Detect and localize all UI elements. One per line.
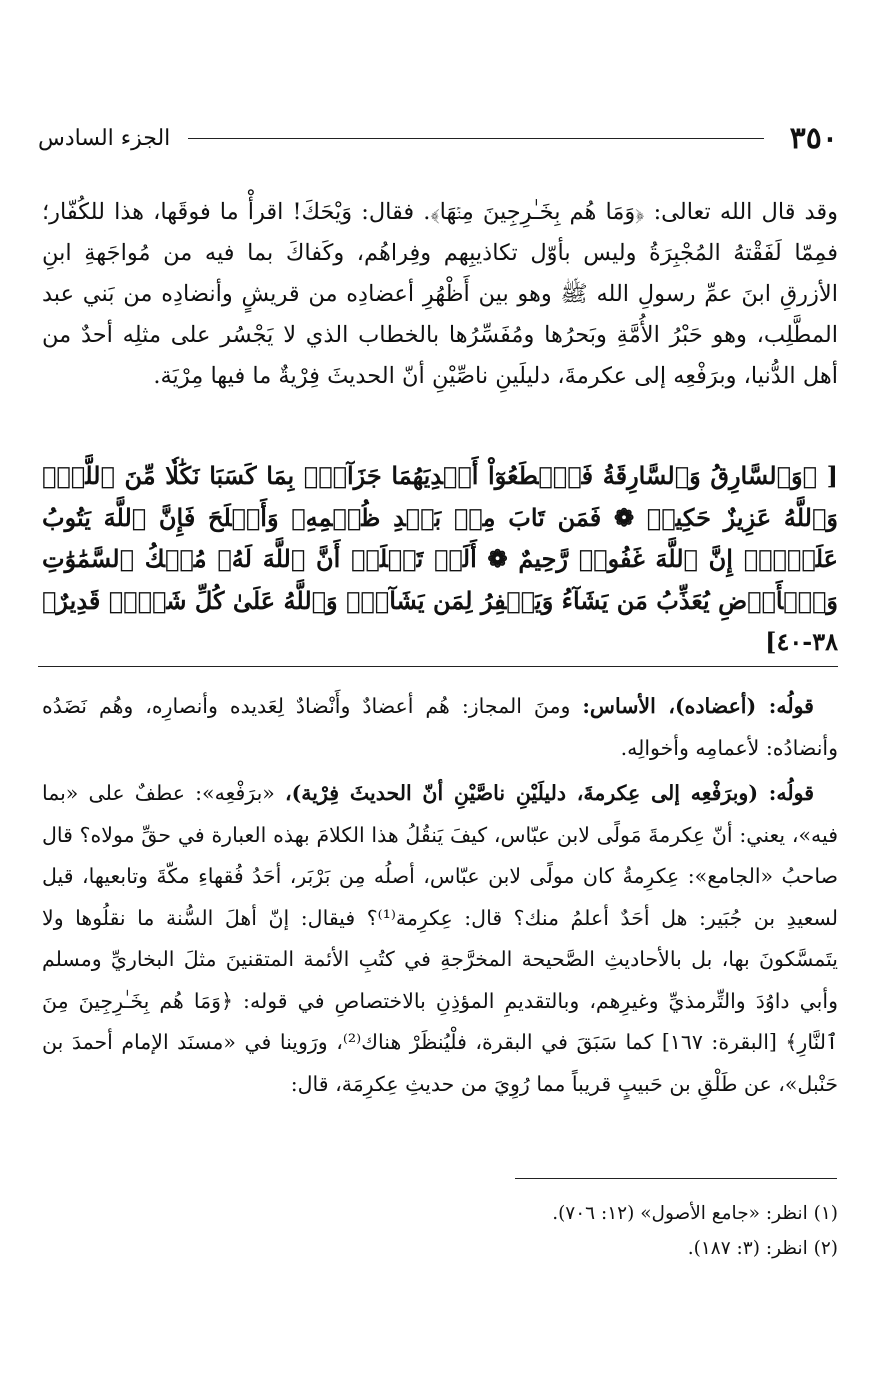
- part-title: الجزء السادس: [38, 125, 171, 151]
- section-divider: [38, 666, 838, 667]
- header-rule: [188, 138, 763, 139]
- gloss-body: «برَفْعِه»: عطفٌ على «بما فيه»، يعني: أنّ عِكرمةَ مَولًى لابن عبّاس، كيفَ يَنقُلُ هذا الكلامَ بهذه العبارة في حقِّ مولاه؟ قال صاحبُ «الجامع»: عِكرِمةُ كان مولًى لابن عبّاس، أصلُه مِن بَرْبَر، أحَدُ فُقهاءِ مكّةَ وتابعيها، قيل لسعيدِ بن جُبَير: هل أحَدٌ أعلمُ منك؟ قال: عِكرِمة⁽¹⁾؟ فيقال: إنّ أهلَ السُّنة ما نقلُوها ولا يتَمسَّكونَ بها، بل بالأحاديثِ الصَّحيحة المخرَّجةِ في كتُبِ الأئمة المتقنينَ مثلَ البخاريِّ ومسلم وأبي داوُدَ والتِّرمذيِّ وغيرِهم، وبالتقديمِ المؤذِنِ بالاختصاصِ في قوله: ﴿وَمَا هُم بِخَـٰرِجِينَ مِنَ ٱلنَّارِ﴾ [البقرة: ١٦٧] كما سَبَقَ في البقرة، فلْيُنظَرْ هناك⁽²⁾، ورَوينا في «مسنَد الإمام أحمدَ بن حَنْبل»، عن طَلْقِ بن حَبيبٍ قريباً مما رُوِيَ من حديثِ عِكرِمَة، قال:: [42, 781, 839, 1096]
- gloss-lead: قولُه: (أعضاده)، الأساس:: [582, 694, 814, 718]
- page-number: ٣٥٠: [789, 120, 838, 156]
- gloss-notes: [42, 686, 838, 1105]
- gloss-lead: قولُه: (وبرَفْعِه إلى عِكرمةَ، دليلَيْنِ ناصَّيْنِ أنّ الحديثَ فِرْية)،: [284, 781, 814, 805]
- commentary-paragraph: وقد قال الله تعالى: ﴿وَمَا هُم بِخَـٰرِجِينَ مِنۡهَا﴾. فقال: وَيْحَكَ! اقرأْ ما فوقَها، هذا للكُفّار؛ فمِمّا لَفَقْتهُ المُجْبِرَةُ وليس بأوّل تكاذيبِهم وفِراهُم، وكَفاكَ بما فيه من مُواجَهةِ ابنِ الأزرقِ ابنَ عمِّ رسولِ الله ﷺ وهو بين أَظْهُرِ أعضادِه من قريشٍ وأنضادِه من بَني عبد المطَّلِب، وهو حَبْرُ الأُمَّةِ وبَحرُها ومُفَسِّرُها بالخطاب الذي لا يَجْسُر على مثلِه أحدٌ من أهل الدُّنيا، وبرَفْعِه إلى عكرمةَ، دليلَينِ ناصِّيْنِ أنّ الحديثَ فِرْيةٌ ما فيها مِرْيَة.: [42, 199, 838, 389]
- gloss-body: ومنَ المجاز: هُم أعضادٌ وأَنْضادٌ لِعَديده وأنصارِه، وهُم نَضَدُه وأنضادُه: لأعمامِه وأخوالِه.: [42, 694, 838, 760]
- footnotes: [420, 1196, 838, 1266]
- gloss-paragraph: [42, 773, 838, 1105]
- running-header: [38, 118, 838, 158]
- footnote-divider: [515, 1178, 837, 1179]
- quran-verse-block: [ ﴿وَٱلسَّارِقُ وَٱلسَّارِقَةُ فَٱقۡطَعُوٓاْ أَيۡدِيَهُمَا جَزَآءَۢ بِمَا كَسَبَا نَكَٰلٗا مِّنَ ٱللَّهِۗ وَٱللَّهُ عَزِيزٌ حَكِيمٞ ❁ فَمَن تَابَ مِنۢ بَعۡدِ ظُلۡمِهِۦ وَأَصۡلَحَ فَإِنَّ ٱللَّهَ يَتُوبُ عَلَيۡهِۚ إِنَّ ٱللَّهَ غَفُورٞ رَّحِيمٌ ❁ أَلَمۡ تَعۡلَمۡ أَنَّ ٱللَّهَ لَهُۥ مُلۡكُ ٱلسَّمَٰوَٰتِ وَٱلۡأَرۡضِ يُعَذِّبُ مَن يَشَآءُ وَيَغۡفِرُ لِمَن يَشَآءُۗ وَٱللَّهُ عَلَىٰ كُلِّ شَيۡءٖ قَدِيرٌ﴾ ٣٨-٤٠]: [42, 461, 838, 656]
- gloss-paragraph: [42, 686, 838, 769]
- footnote: (٢) انظر: (٣: ١٨٧).: [687, 1238, 838, 1259]
- footnote: (١) انظر: «جامع الأصول» (١٢: ٧٠٦).: [552, 1203, 838, 1224]
